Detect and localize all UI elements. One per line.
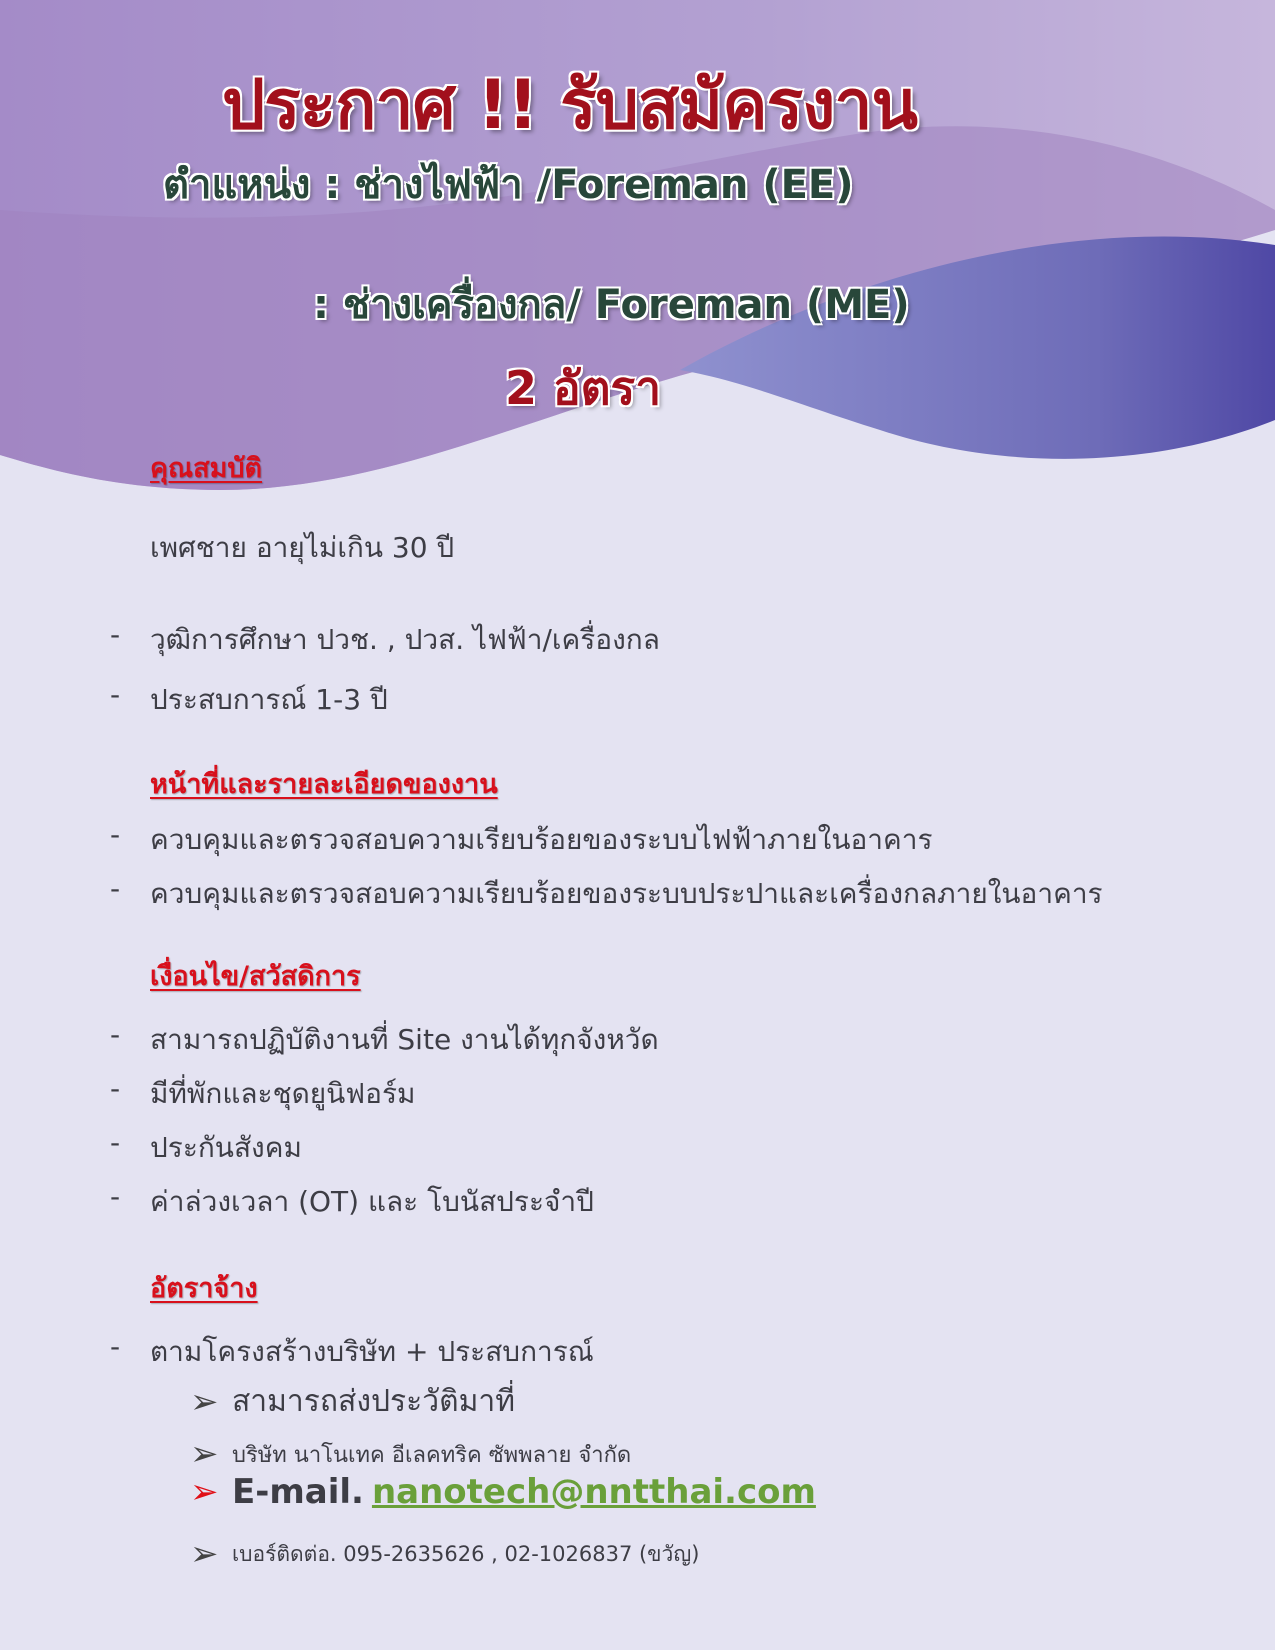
- arrow-bullet-icon: ➢: [190, 1534, 219, 1574]
- list-item: - ค่าล่วงเวลา (OT) และ โบนัสประจำปี: [110, 1180, 594, 1218]
- position-electrical: ตำแหน่ง : ช่างไฟฟ้า /Foreman (EE): [163, 162, 854, 208]
- qualification-gender-age: เพศชาย อายุไม่เกิน 30 ปี: [150, 531, 455, 564]
- benefits-heading: เงื่อนไข/สวัสดิการ: [150, 961, 361, 992]
- list-item: - วุฒิการศึกษา ปวช. , ปวส. ไฟฟ้า/เครื่องกล: [110, 618, 660, 656]
- contact-phone: ➢ เบอร์ติดต่อ. 095-2635626 , 02-1026837 (ขวัญ): [190, 1534, 700, 1574]
- arrow-bullet-icon: ➢: [190, 1472, 219, 1512]
- list-item: - ประสบการณ์ 1-3 ปี: [110, 678, 388, 716]
- list-item: - สามารถปฏิบัติงานที่ Site งานได้ทุกจังหวัด: [110, 1018, 659, 1056]
- list-item: - ประกันสังคม: [110, 1126, 302, 1164]
- arrow-bullet-icon: ➢: [190, 1381, 219, 1422]
- list-item: - ควบคุมและตรวจสอบความเรียบร้อยของระบบประปาและเครื่องกลภายในอาคาร: [110, 872, 1103, 910]
- list-item: - มีที่พักและชุดยูนิฟอร์ม: [110, 1072, 416, 1110]
- salary-heading: อัตราจ้าง: [150, 1273, 258, 1304]
- duties-heading: หน้าที่และรายละเอียดของงาน: [150, 769, 498, 800]
- email-link[interactable]: nanotech@nntthai.com: [371, 1472, 816, 1512]
- list-item: - ตามโครงสร้างบริษัท + ประสบการณ์: [110, 1330, 594, 1368]
- contact-send-to: ➢ สามารถส่งประวัติมาที่: [190, 1381, 516, 1422]
- openings-count: 2 อัตรา: [505, 361, 662, 415]
- arrow-bullet-icon: ➢: [190, 1434, 219, 1474]
- contact-company: ➢ บริษัท นาโนเทค อีเลคทริค ซัพพลาย จำกัด: [190, 1434, 632, 1474]
- contact-email: ➢ E-mail. nanotech@nntthai.com: [190, 1472, 816, 1512]
- announcement-title: ประกาศ !! รับสมัครงาน: [222, 66, 917, 145]
- list-item: - ควบคุมและตรวจสอบความเรียบร้อยของระบบไฟฟ้าภายในอาคาร: [110, 818, 933, 856]
- position-mechanical: : ช่างเครื่องกล/ Foreman (ME): [313, 282, 910, 328]
- qualifications-heading: คุณสมบัติ: [150, 453, 263, 484]
